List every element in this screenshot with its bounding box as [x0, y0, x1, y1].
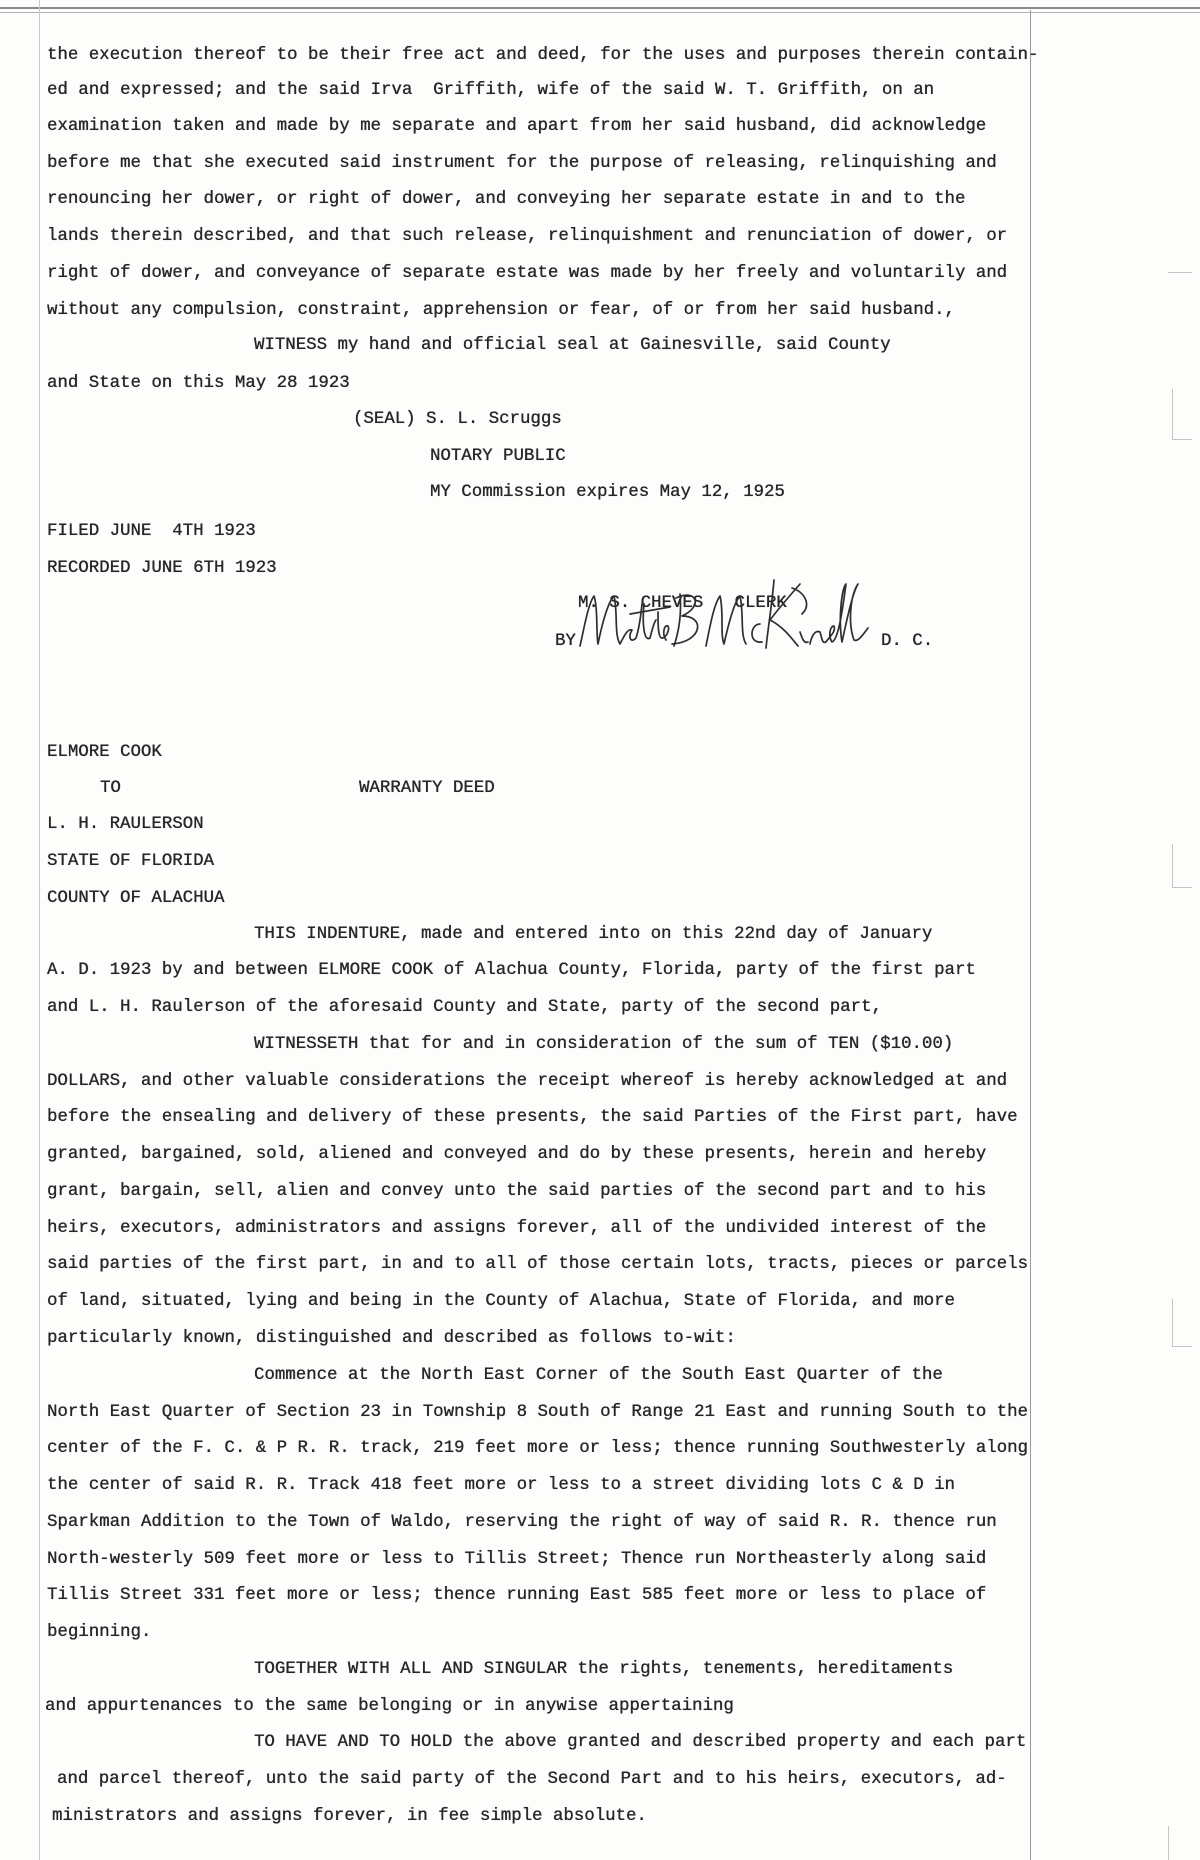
scan-artifact	[1168, 1826, 1169, 1860]
deed-body-line: and L. H. Raulerson of the aforesaid County and State, party of the second part,	[47, 998, 882, 1017]
left-margin-line	[39, 0, 40, 1860]
deed-body-line: granted, bargained, sold, aliened and conveyed and do by these presents, herein and hereby	[47, 1145, 987, 1164]
deed-body-line: and appurtenances to the same belonging or in anywise appertaining	[45, 1697, 734, 1716]
clerk-name: M. S. CHEVES CLERK	[578, 594, 787, 613]
deed-body-line: and parcel thereof, unto the said party of the Second Part and to his heirs, executors, ad-	[57, 1770, 1007, 1789]
grantee-name: L. H. RAULERSON	[47, 815, 204, 834]
deed-body-line: grant, bargain, sell, alien and convey unto the said parties of the second part and to his	[47, 1182, 987, 1201]
acknowledgment-line: right of dower, and conveyance of separate estate was made by her freely and voluntarily and	[47, 264, 1008, 283]
acknowledgment-line: renouncing her dower, or right of dower, and conveying her separate estate in and to the	[47, 190, 966, 209]
state-line: STATE OF FLORIDA	[47, 852, 214, 871]
scan-artifact	[1172, 844, 1173, 887]
grantor-name: ELMORE COOK	[47, 743, 162, 762]
deed-body-line: of land, situated, lying and being in the County of Alachua, State of Florida, and more	[47, 1292, 955, 1311]
deed-body-line: DOLLARS, and other valuable considerations the receipt whereof is hereby acknowledged at and	[47, 1072, 1008, 1091]
scan-artifact	[1172, 887, 1192, 888]
deed-body-line: particularly known, distinguished and described as follows to-wit:	[47, 1329, 736, 1348]
notary-title: NOTARY PUBLIC	[430, 447, 566, 466]
deed-body-line: A. D. 1923 by and between ELMORE COOK of Alachua County, Florida, party of the first part	[47, 961, 976, 980]
deed-body-line: North-westerly 509 feet more or less to Tillis Street; Thence run Northeasterly along said	[47, 1550, 987, 1569]
top-border-line-thin	[0, 12, 1200, 13]
filed-date: FILED JUNE 4TH 1923	[47, 522, 256, 541]
deed-body-line: North East Quarter of Section 23 in Township 8 South of Range 21 East and running South to the	[47, 1403, 1028, 1422]
deed-body-line: TO HAVE AND TO HOLD the above granted and described property and each part	[254, 1733, 1027, 1752]
handwritten-signature-icon	[578, 574, 870, 664]
witness-date-line: and State on this May 28 1923	[47, 374, 350, 393]
acknowledgment-line: ed and expressed; and the said Irva Griffith, wife of the said W. T. Griffith, on an	[47, 81, 935, 100]
scan-artifact	[1168, 272, 1192, 273]
deed-body-line: ministrators and assigns forever, in fee simple absolute.	[52, 1807, 647, 1826]
deed-body-line: said parties of the first part, in and to all of those certain lots, tracts, pieces or parcels	[47, 1255, 1028, 1274]
scan-artifact	[1172, 1346, 1192, 1347]
deed-body-line: Tillis Street 331 feet more or less; thence running East 585 feet more or less to place of	[47, 1586, 987, 1605]
acknowledgment-line: before me that she executed said instrument for the purpose of releasing, relinquishing and	[47, 154, 997, 173]
acknowledgment-line: lands therein described, and that such release, relinquishment and renunciation of dower, or	[47, 227, 1008, 246]
deed-body-line: heirs, executors, administrators and assigns forever, all of the undivided interest of the	[47, 1219, 987, 1238]
notary-seal-signature: (SEAL) S. L. Scruggs	[353, 410, 562, 429]
acknowledgment-line: the execution thereof to be their free act and deed, for the uses and purposes therein contain-	[47, 46, 1039, 65]
acknowledgment-line: without any compulsion, constraint, apprehension or fear, of or from her said husband.,	[47, 301, 955, 320]
deed-body-line: the center of said R. R. Track 418 feet more or less to a street dividing lots C & D in	[47, 1476, 955, 1495]
scan-artifact	[1172, 389, 1173, 439]
deed-body-line: TOGETHER WITH ALL AND SINGULAR the rights, tenements, hereditaments	[254, 1660, 954, 1679]
deputy-clerk-label: D. C.	[881, 632, 934, 651]
deed-body-line: WITNESSETH that for and in consideration of the sum of TEN ($10.00)	[254, 1035, 954, 1054]
deed-body-line: beginning.	[47, 1623, 152, 1642]
witness-line: WITNESS my hand and official seal at Gainesville, said County	[254, 336, 891, 355]
top-border-line	[0, 7, 1200, 9]
recorded-date: RECORDED JUNE 6TH 1923	[47, 559, 277, 578]
deed-body-line: THIS INDENTURE, made and entered into on this 22nd day of January	[254, 925, 933, 944]
deed-body-line: Sparkman Addition to the Town of Waldo, reserving the right of way of said R. R. thence run	[47, 1513, 997, 1532]
deed-title: WARRANTY DEED	[359, 779, 495, 798]
right-margin-line	[1030, 10, 1031, 1860]
notary-commission: MY Commission expires May 12, 1925	[430, 483, 785, 502]
county-line: COUNTY OF ALACHUA	[47, 889, 225, 908]
deed-body-line: before the ensealing and delivery of these presents, the said Parties of the First part, have	[47, 1108, 1018, 1127]
deed-body-line: center of the F. C. & P R. R. track, 219 feet more or less; thence running Southwesterly along	[47, 1439, 1028, 1458]
acknowledgment-line: examination taken and made by me separate and apart from her said husband, did acknowledge	[47, 117, 987, 136]
scan-artifact	[1172, 1299, 1173, 1346]
to-label: TO	[100, 779, 121, 798]
by-label: BY	[555, 632, 576, 651]
deed-body-line: Commence at the North East Corner of the South East Quarter of the	[254, 1366, 943, 1385]
scan-artifact	[1172, 439, 1192, 440]
